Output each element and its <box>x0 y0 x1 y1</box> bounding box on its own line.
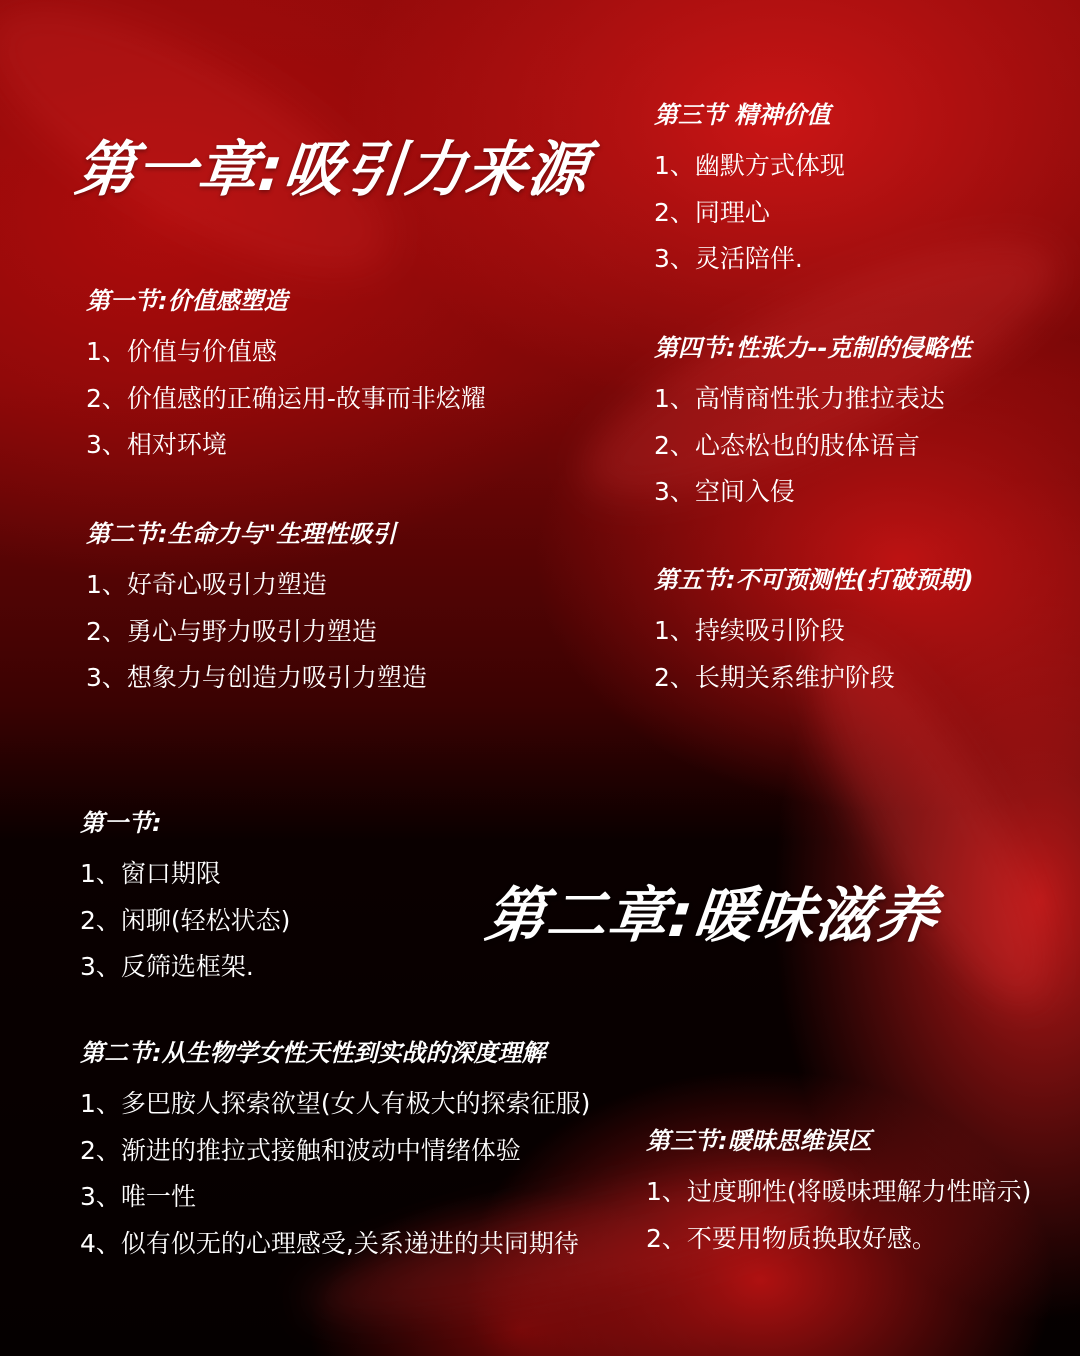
list-item: 2、渐进的推拉式接触和波动中情绪体验 <box>80 1135 521 1165</box>
list-item: 2、心态松也的肢体语言 <box>654 430 920 460</box>
section-item-list <box>86 562 427 702</box>
chapter-2-section-2 <box>80 1036 590 1267</box>
list-item: 1、好奇心吸引力塑造 <box>86 570 327 599</box>
list-item: 2、勇心与野力吸引力塑造 <box>86 616 377 646</box>
section-heading: 第一节: <box>80 809 162 837</box>
section-item-list <box>80 1081 590 1267</box>
list-item: 1、价值与价值感 <box>86 337 277 366</box>
chapter-1-section-3 <box>654 98 845 283</box>
list-item: 1、幽默方式体现 <box>654 151 845 180</box>
chapter-2-title: 第二章:暖味滋养 <box>481 881 942 951</box>
chapter-1-section-1 <box>86 284 486 469</box>
section-item-list <box>86 329 486 469</box>
list-item: 2、长期关系维护阶段 <box>654 662 895 692</box>
chapter-2-section-1 <box>80 806 290 991</box>
chapter-1-section-5 <box>654 563 974 701</box>
section-heading: 第三节:暖昧思维误区 <box>646 1127 872 1155</box>
list-item: 3、唯一性 <box>80 1182 196 1211</box>
list-item: 4、似有似无的心理感受,关系递进的共同期待 <box>80 1228 579 1258</box>
list-item: 2、价值感的正确运用-故事而非炫耀 <box>86 383 486 413</box>
chapter-2-section-3 <box>646 1124 1031 1262</box>
list-item: 1、持续吸引阶段 <box>654 616 845 645</box>
list-item: 2、不要用物质换取好感。 <box>646 1223 937 1253</box>
list-item: 1、过度聊性(将暖味理解力性暗示) <box>646 1177 1032 1206</box>
chapter-1-section-2 <box>86 517 427 702</box>
list-item: 3、想象力与创造力吸引力塑造 <box>86 663 427 692</box>
list-item: 1、窗口期限 <box>80 859 221 888</box>
list-item: 3、空间入侵 <box>654 477 795 506</box>
chapter-1-section-4 <box>654 331 972 516</box>
chapter-1-title: 第一章:吸引力来源 <box>71 135 593 205</box>
list-item: 2、同理心 <box>654 197 770 227</box>
section-heading: 第四节:性张力--克制的侵略性 <box>654 334 972 362</box>
list-item: 3、灵活陪伴. <box>654 244 803 273</box>
section-item-list <box>654 608 974 701</box>
list-item: 3、相对环境 <box>86 430 227 459</box>
list-item: 1、高情商性张力推拉表达 <box>654 384 945 413</box>
section-item-list <box>654 376 972 516</box>
section-item-list <box>654 143 845 283</box>
list-item: 2、闲聊(轻松状态) <box>80 905 291 935</box>
list-item: 1、多巴胺人探索欲望(女人有极大的探索征服) <box>80 1089 591 1118</box>
section-item-list <box>646 1169 1031 1262</box>
section-heading: 第三节 精神价值 <box>654 101 831 129</box>
section-item-list <box>80 851 290 991</box>
list-item: 3、反筛选框架. <box>80 952 254 981</box>
section-heading: 第二节:生命力与"生理性吸引 <box>86 520 397 548</box>
section-heading: 第五节:不可预测性(打破预期) <box>654 566 974 594</box>
section-heading: 第一节:价值感塑造 <box>86 287 288 315</box>
section-heading: 第二节:从生物学女性天性到实战的深度理解 <box>80 1039 546 1067</box>
